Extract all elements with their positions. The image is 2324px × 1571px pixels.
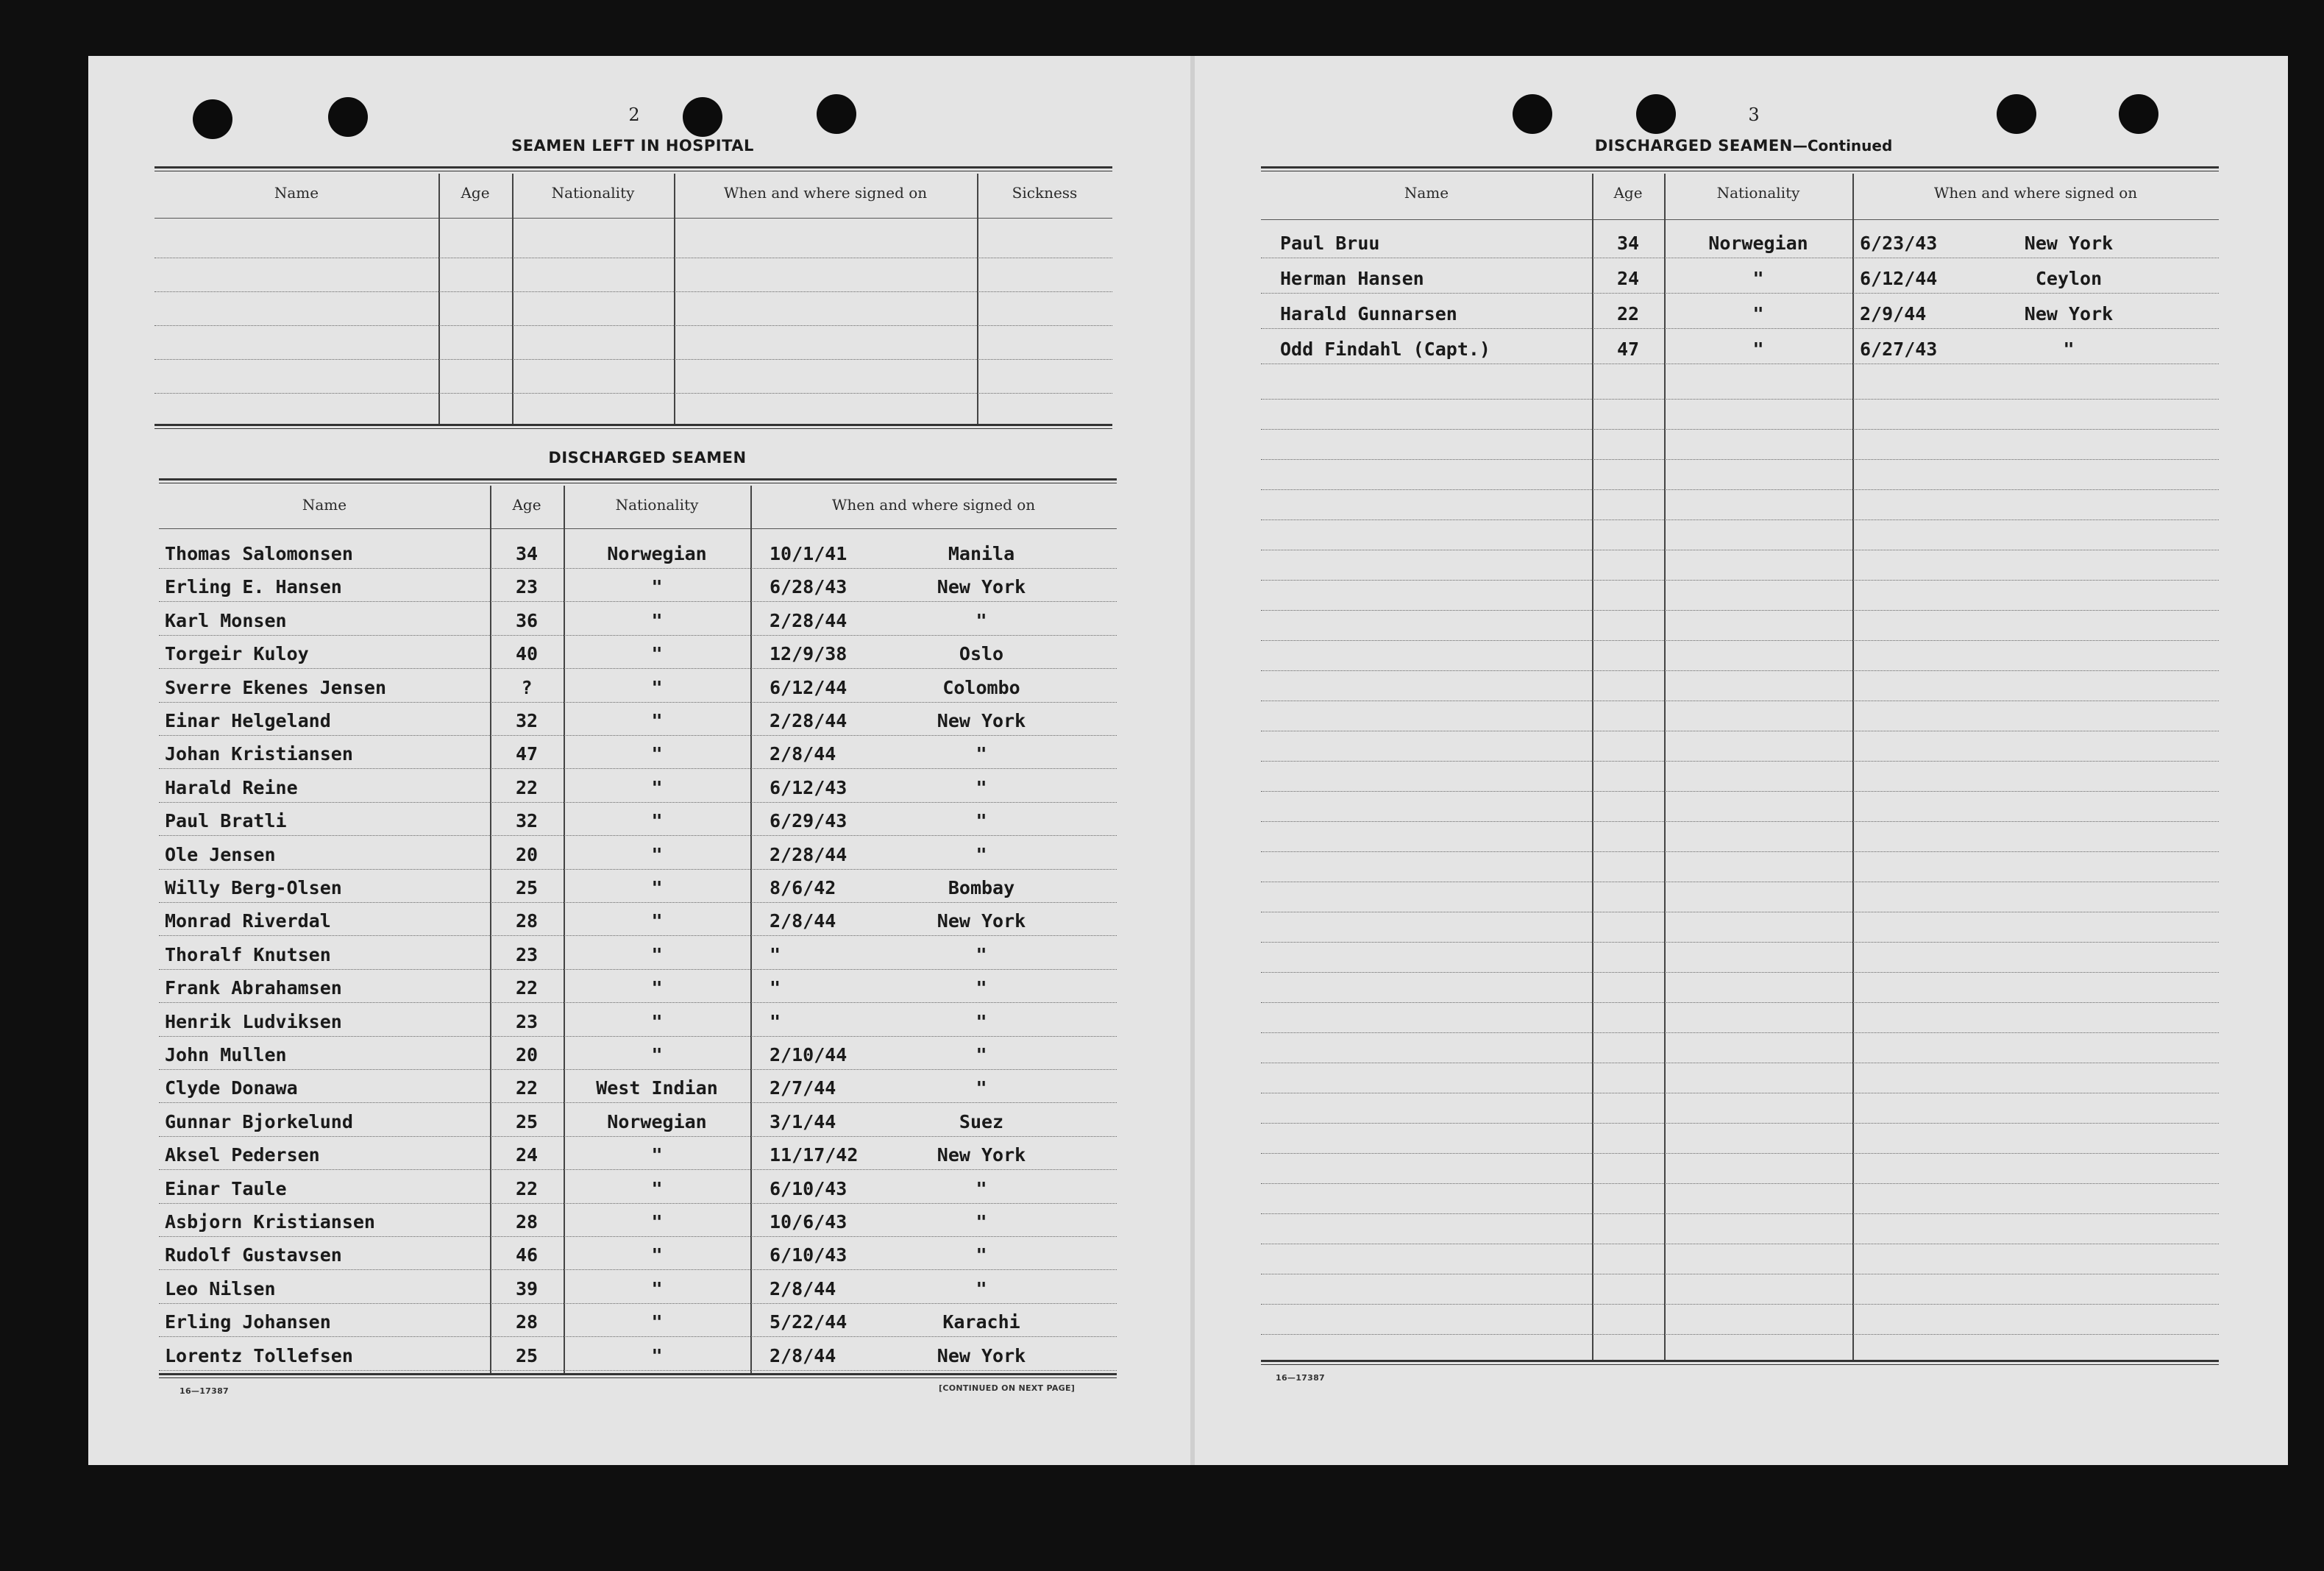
ruled-line xyxy=(1261,489,2219,490)
seaman-name: Thoralf Knutsen xyxy=(165,943,331,965)
signed-on-date: 2/28/44 xyxy=(770,843,847,865)
seaman-age: 25 xyxy=(515,1110,539,1132)
signed-on-place: " xyxy=(976,1077,987,1099)
seaman-age: 20 xyxy=(515,843,539,865)
signed-on-place: Manila xyxy=(948,543,1015,564)
seaman-name: Paul Bruu xyxy=(1280,233,1380,254)
signed-on-date: 2/28/44 xyxy=(770,609,847,631)
ruled-line xyxy=(1261,972,2219,973)
ruled-line xyxy=(1261,1032,2219,1033)
punch-hole xyxy=(683,97,722,137)
rule xyxy=(154,218,1112,219)
page-number: 2 xyxy=(628,104,640,125)
punch-hole xyxy=(1513,94,1552,134)
signed-on-date: 2/7/44 xyxy=(770,1077,836,1099)
seaman-age: ? xyxy=(521,676,533,698)
signed-on-place: New York xyxy=(937,710,1026,731)
seaman-age: 47 xyxy=(515,743,539,765)
column-header: Nationality xyxy=(1716,184,1800,202)
table-row xyxy=(0,976,1177,1008)
table-row xyxy=(0,943,1177,975)
ruled-line xyxy=(159,1269,1117,1270)
column-header: When and where signed on xyxy=(1933,184,2138,202)
signed-on-place: Oslo xyxy=(959,643,1004,665)
signed-on-place: Suez xyxy=(959,1110,1004,1132)
signed-on-date: 6/29/43 xyxy=(770,810,847,832)
signed-on-date: 6/23/43 xyxy=(1860,233,1938,254)
rule xyxy=(159,528,1117,529)
table-row xyxy=(0,1043,1177,1075)
signed-on-place: New York xyxy=(2024,233,2114,254)
table-row xyxy=(0,809,1177,841)
seaman-nationality: " xyxy=(651,576,663,598)
form-number: 16—17387 xyxy=(1276,1373,1325,1383)
ruled-line xyxy=(159,568,1117,569)
seaman-age: 47 xyxy=(1616,338,1640,360)
seaman-age: 22 xyxy=(515,776,539,798)
punch-hole xyxy=(193,99,232,139)
ruled-line xyxy=(159,635,1117,636)
seaman-name: Asbjorn Kristiansen xyxy=(165,1211,375,1233)
table-row xyxy=(0,909,1177,941)
seaman-age: 28 xyxy=(515,1311,539,1333)
signed-on-date: 6/28/43 xyxy=(770,576,847,598)
seaman-nationality: " xyxy=(651,910,663,932)
signed-on-place: New York xyxy=(937,576,1026,598)
seaman-age: 23 xyxy=(515,576,539,598)
seaman-name: Monrad Riverdal xyxy=(165,910,331,932)
table-row xyxy=(0,1243,1177,1275)
signed-on-place: " xyxy=(976,943,987,965)
signed-on-place: Bombay xyxy=(948,877,1015,898)
hospital-section-title: SEAMEN LEFT IN HOSPITAL xyxy=(511,137,754,155)
signed-on-date: 10/6/43 xyxy=(770,1211,847,1233)
table-row xyxy=(0,876,1177,908)
ruled-line xyxy=(159,835,1117,836)
seaman-nationality: " xyxy=(651,609,663,631)
ruled-line xyxy=(159,1002,1117,1003)
signed-on-place: " xyxy=(976,1211,987,1233)
table-row xyxy=(0,843,1177,875)
rule xyxy=(159,1373,1117,1378)
signed-on-place: " xyxy=(976,1277,987,1299)
seaman-age: 39 xyxy=(515,1277,539,1299)
seaman-name: Erling Johansen xyxy=(165,1311,331,1333)
signed-on-place: New York xyxy=(937,1344,1026,1366)
signed-on-date: 5/22/44 xyxy=(770,1311,847,1333)
signed-on-date: 6/27/43 xyxy=(1860,338,1938,360)
seaman-name: Harald Reine xyxy=(165,776,298,798)
ruled-line xyxy=(1261,851,2219,852)
signed-on-place: " xyxy=(976,843,987,865)
table-row xyxy=(0,1076,1177,1108)
punch-hole xyxy=(817,94,856,134)
signed-on-date: 2/8/44 xyxy=(770,743,836,765)
ruled-line xyxy=(1261,670,2219,671)
seaman-nationality: " xyxy=(651,743,663,765)
signed-on-date: 6/12/44 xyxy=(770,676,847,698)
column-header: When and where signed on xyxy=(723,184,928,202)
ruled-line xyxy=(159,1236,1117,1237)
discharged-section-title: DISCHARGED SEAMEN xyxy=(548,449,747,467)
seaman-name: Torgeir Kuloy xyxy=(165,643,309,665)
seaman-nationality: " xyxy=(651,1010,663,1032)
table-row xyxy=(0,575,1177,607)
seaman-name: Henrik Ludviksen xyxy=(165,1010,342,1032)
table-row xyxy=(0,1210,1177,1242)
signed-on-place: " xyxy=(2063,338,2075,360)
signed-on-place: " xyxy=(976,1010,987,1032)
punch-hole xyxy=(1636,94,1676,134)
signed-on-date: 2/10/44 xyxy=(770,1044,847,1065)
seaman-nationality: Norwegian xyxy=(607,1110,707,1132)
seaman-nationality: " xyxy=(1752,338,1764,360)
signed-on-date: 2/8/44 xyxy=(770,1344,836,1366)
table-row xyxy=(0,542,1177,574)
signed-on-date: " xyxy=(770,943,781,965)
signed-on-date: 2/8/44 xyxy=(770,910,836,932)
seaman-nationality: Norwegian xyxy=(1708,233,1808,254)
column-header: Nationality xyxy=(551,184,635,202)
table-row xyxy=(0,1310,1177,1342)
punch-hole xyxy=(1997,94,2036,134)
seaman-age: 24 xyxy=(515,1144,539,1166)
signed-on-place: New York xyxy=(937,910,1026,932)
ruled-line xyxy=(1261,399,2219,400)
seaman-nationality: West Indian xyxy=(596,1077,718,1099)
table-row xyxy=(0,268,2281,300)
punch-hole xyxy=(328,97,368,137)
seaman-age: 23 xyxy=(515,1010,539,1032)
ruled-line xyxy=(1261,1183,2219,1184)
seaman-name: John Mullen xyxy=(165,1044,287,1065)
ruled-line xyxy=(1261,580,2219,581)
rule xyxy=(1261,166,2219,171)
signed-on-place: " xyxy=(976,977,987,999)
table-row xyxy=(0,233,2281,265)
continued-note: [CONTINUED ON NEXT PAGE] xyxy=(939,1383,1076,1393)
seaman-nationality: " xyxy=(1752,268,1764,289)
signed-on-place: " xyxy=(976,1044,987,1065)
table-row xyxy=(0,609,1177,641)
signed-on-date: 6/12/44 xyxy=(1860,268,1938,289)
ruled-line xyxy=(159,1303,1117,1304)
seaman-name: Ole Jensen xyxy=(165,843,276,865)
ruled-line xyxy=(1261,293,2219,294)
seaman-age: 24 xyxy=(1616,268,1640,289)
seaman-nationality: " xyxy=(651,843,663,865)
seaman-age: 22 xyxy=(515,977,539,999)
seaman-nationality: " xyxy=(651,1211,663,1233)
ruled-line xyxy=(1261,640,2219,641)
ruled-line xyxy=(159,969,1117,970)
seaman-name: Sverre Ekenes Jensen xyxy=(165,676,387,698)
signed-on-place: New York xyxy=(937,1144,1026,1166)
seaman-age: 22 xyxy=(515,1077,539,1099)
signed-on-place: Colombo xyxy=(942,676,1020,698)
ruled-line xyxy=(159,601,1117,602)
table-row xyxy=(0,1010,1177,1042)
signed-on-place: Karachi xyxy=(942,1311,1020,1333)
signed-on-date: 6/12/43 xyxy=(770,776,847,798)
signed-on-place: " xyxy=(976,810,987,832)
seaman-nationality: " xyxy=(651,877,663,898)
seaman-name: Gunnar Bjorkelund xyxy=(165,1110,353,1132)
ruled-line xyxy=(159,902,1117,903)
seaman-name: Einar Taule xyxy=(165,1177,287,1199)
column-header: Name xyxy=(1404,184,1449,202)
seaman-age: 22 xyxy=(515,1177,539,1199)
rule xyxy=(1261,219,2219,220)
seaman-age: 34 xyxy=(1616,233,1640,254)
signed-on-date: 11/17/42 xyxy=(770,1144,859,1166)
seaman-nationality: " xyxy=(651,1177,663,1199)
table-row xyxy=(0,776,1177,808)
column-header: Name xyxy=(302,496,347,514)
ruled-line xyxy=(159,1203,1117,1204)
ruled-line xyxy=(159,1370,1117,1371)
seaman-name: Aksel Pedersen xyxy=(165,1144,320,1166)
seaman-nationality: " xyxy=(651,710,663,731)
column-header: Name xyxy=(274,184,319,202)
ruled-line xyxy=(1261,519,2219,520)
table-row xyxy=(0,1344,1177,1376)
page-number: 3 xyxy=(1748,104,1760,125)
seaman-name: Paul Bratli xyxy=(165,810,287,832)
signed-on-date: 2/28/44 xyxy=(770,710,847,731)
signed-on-date: 2/9/44 xyxy=(1860,303,1927,325)
ruled-line xyxy=(159,1102,1117,1103)
seaman-age: 36 xyxy=(515,609,539,631)
seaman-age: 34 xyxy=(515,543,539,564)
table-row xyxy=(0,709,1177,741)
rule xyxy=(154,424,1112,429)
seaman-nationality: " xyxy=(651,776,663,798)
signed-on-place: " xyxy=(976,1177,987,1199)
signed-on-date: 6/10/43 xyxy=(770,1244,847,1266)
table-row xyxy=(0,675,1177,708)
column-header: Nationality xyxy=(615,496,699,514)
ruled-line xyxy=(154,393,1112,394)
right-section-title xyxy=(1486,137,2001,155)
table-row xyxy=(0,1277,1177,1309)
table-row xyxy=(0,742,1177,774)
ruled-line xyxy=(1261,1002,2219,1003)
seaman-name: Odd Findahl (Capt.) xyxy=(1280,338,1490,360)
seaman-nationality: " xyxy=(651,1044,663,1065)
seaman-nationality: " xyxy=(651,977,663,999)
ruled-line xyxy=(159,702,1117,703)
seaman-age: 46 xyxy=(515,1244,539,1266)
seaman-age: 20 xyxy=(515,1044,539,1065)
signed-on-date: 8/6/42 xyxy=(770,877,836,898)
ruled-line xyxy=(159,802,1117,803)
seaman-name: Willy Berg-Olsen xyxy=(165,877,342,898)
ruled-line xyxy=(159,1036,1117,1037)
seaman-name: Leo Nilsen xyxy=(165,1277,276,1299)
ruled-line xyxy=(159,768,1117,769)
ruled-line xyxy=(1261,791,2219,792)
table-row xyxy=(0,338,2281,371)
seaman-age: 22 xyxy=(1616,303,1640,325)
ruled-line xyxy=(1261,821,2219,822)
ruled-line xyxy=(1261,1153,2219,1154)
column-header: When and where signed on xyxy=(831,496,1036,514)
ruled-line xyxy=(159,1069,1117,1070)
signed-on-place: " xyxy=(976,776,987,798)
column-header: Age xyxy=(1613,184,1643,202)
right-section-title-text: DISCHARGED SEAMEN xyxy=(1594,137,1793,155)
seaman-nationality: Norwegian xyxy=(607,543,707,564)
signed-on-place: " xyxy=(976,1244,987,1266)
ruled-line xyxy=(159,668,1117,669)
seaman-age: 28 xyxy=(515,1211,539,1233)
column-header: Age xyxy=(512,496,541,514)
seaman-nationality: " xyxy=(651,1244,663,1266)
ruled-line xyxy=(1261,942,2219,943)
signed-on-date: " xyxy=(770,977,781,999)
rule xyxy=(1261,1360,2219,1365)
seaman-nationality: " xyxy=(651,1344,663,1366)
column-header: Age xyxy=(461,184,490,202)
seaman-age: 25 xyxy=(515,1344,539,1366)
table-row xyxy=(0,1110,1177,1142)
seaman-age: 40 xyxy=(515,643,539,665)
seaman-name: Einar Helgeland xyxy=(165,710,331,731)
seaman-nationality: " xyxy=(651,1144,663,1166)
seaman-name: Karl Monsen xyxy=(165,609,287,631)
ruled-line xyxy=(1261,459,2219,460)
ruled-line xyxy=(1261,610,2219,611)
table-row xyxy=(0,1177,1177,1209)
ruled-line xyxy=(1261,1304,2219,1305)
form-number: 16—17387 xyxy=(180,1386,229,1396)
signed-on-date: 2/8/44 xyxy=(770,1277,836,1299)
ruled-line xyxy=(1261,1213,2219,1214)
signed-on-date: 3/1/44 xyxy=(770,1110,836,1132)
signed-on-place: " xyxy=(976,743,987,765)
seaman-name: Clyde Donawa xyxy=(165,1077,298,1099)
signed-on-date: " xyxy=(770,1010,781,1032)
seaman-age: 23 xyxy=(515,943,539,965)
seaman-age: 25 xyxy=(515,877,539,898)
signed-on-place: Ceylon xyxy=(2035,268,2103,289)
seaman-nationality: " xyxy=(651,943,663,965)
ruled-line xyxy=(159,735,1117,736)
seaman-nationality: " xyxy=(1752,303,1764,325)
ruled-line xyxy=(159,869,1117,870)
ruled-line xyxy=(1261,1334,2219,1335)
punch-hole xyxy=(2119,94,2158,134)
seaman-nationality: " xyxy=(651,643,663,665)
rule xyxy=(154,166,1112,171)
ruled-line xyxy=(159,1136,1117,1137)
seaman-name: Johan Kristiansen xyxy=(165,743,353,765)
ruled-line xyxy=(1261,1123,2219,1124)
seaman-nationality: " xyxy=(651,1311,663,1333)
signed-on-place: New York xyxy=(2024,303,2114,325)
signed-on-date: 12/9/38 xyxy=(770,643,847,665)
seaman-age: 28 xyxy=(515,910,539,932)
ruled-line xyxy=(159,935,1117,936)
ruled-line xyxy=(159,1169,1117,1170)
seaman-age: 32 xyxy=(515,810,539,832)
seaman-name: Erling E. Hansen xyxy=(165,576,342,598)
table-row xyxy=(0,303,2281,336)
signed-on-date: 10/1/41 xyxy=(770,543,847,564)
ruled-line xyxy=(1261,761,2219,762)
seaman-name: Thomas Salomonsen xyxy=(165,543,353,564)
seaman-nationality: " xyxy=(651,676,663,698)
seaman-nationality: " xyxy=(651,1277,663,1299)
ruled-line xyxy=(1261,429,2219,430)
seaman-age: 32 xyxy=(515,710,539,731)
seaman-nationality: " xyxy=(651,810,663,832)
seaman-name: Herman Hansen xyxy=(1280,268,1424,289)
signed-on-place: " xyxy=(976,609,987,631)
signed-on-date: 6/10/43 xyxy=(770,1177,847,1199)
seaman-name: Frank Abrahamsen xyxy=(165,977,342,999)
table-row xyxy=(0,1143,1177,1175)
seaman-name: Lorentz Tollefsen xyxy=(165,1344,353,1366)
table-row xyxy=(0,642,1177,674)
seaman-name: Rudolf Gustavsen xyxy=(165,1244,342,1266)
right-section-title-suffix: —Continued xyxy=(1792,137,1893,155)
ruled-line xyxy=(1261,328,2219,329)
seaman-name: Harald Gunnarsen xyxy=(1280,303,1457,325)
ruled-line xyxy=(159,1336,1117,1337)
rule xyxy=(159,478,1117,483)
column-header: Sickness xyxy=(1012,184,1078,202)
